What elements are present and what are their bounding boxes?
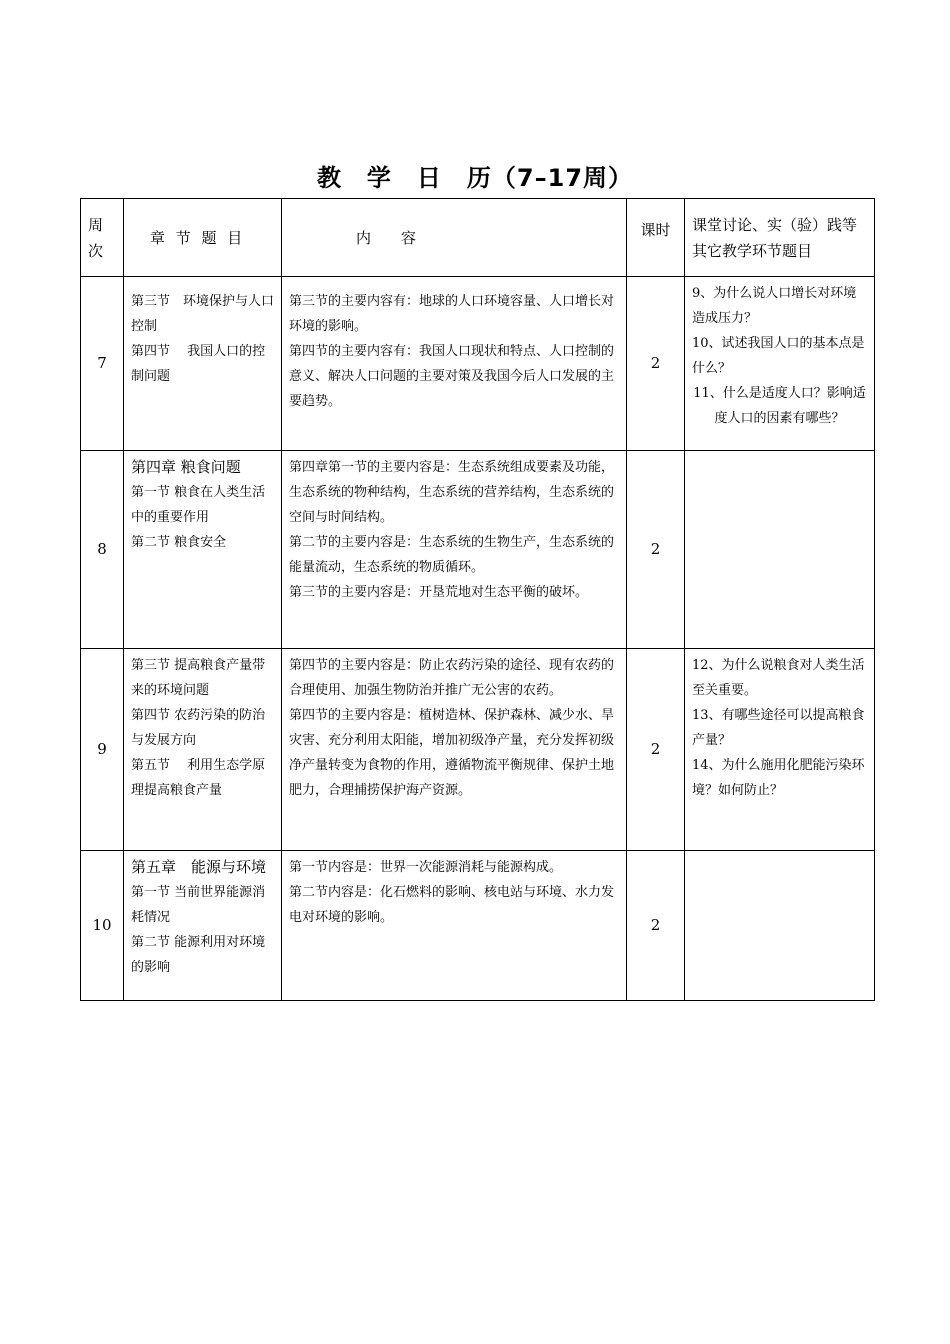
header-hours: 课时 [627,199,685,277]
chapter-line: 第四节 农药污染的防治与发展方向 [131,708,266,748]
content-cell [282,851,627,1001]
chapter-line: 第五节 利用生态学原理提高粮食产量 [131,758,266,798]
discussion-cell [685,451,875,649]
content-cell [282,277,627,451]
discussion-line: 13、有哪些途径可以提高粮食产量？ [692,708,865,748]
content-line: 第四节的主要内容是：植树造林、保护森林、减少水、旱灾害、充分利用太阳能，增加初级净产量，充分发挥初级净产量转变为食物的作用，遵循物流平衡规律、保护土地肥力，合理捕捞保护海产资源。 [289,708,615,798]
discussion-line: 9、为什么说人口增长对环境造成压力？ [692,286,857,326]
content-line: 第三节的主要内容有：地球的人口环境容量、人口增长对环境的影响。 [289,294,615,334]
discussion-cell [685,649,875,851]
content-line: 第一节内容是：世界一次能源消耗与能源构成。 [289,860,563,875]
chapter-line: 第一节 粮食在人类生活中的重要作用 [131,485,266,525]
discussion-cell [685,277,875,451]
chapter-cell [124,277,282,451]
chapter-line: 第三节 环境保护与人口控制 [131,294,275,334]
discussion-line: 11、什么是适度人口？影响适度人口的因素有哪些？ [693,386,866,426]
hours-cell: 2 [627,451,685,649]
content-line: 第四章第一节的主要内容是：生态系统组成要素及功能，生态系统的物种结构，生态系统的营养结构，生态系统的空间与时间结构。 [289,460,615,525]
content-cell [282,451,627,649]
header-content: 内 容 [282,199,627,277]
header-discussion: 课堂讨论、实（验）践等其它教学环节题目 [685,199,875,277]
page-title: 教 学 日 历（7–17周） [316,164,634,192]
chapter-cell [124,851,282,1001]
week-cell: 10 [81,851,124,1001]
chapter-line: 第二节 粮食安全 [131,535,227,550]
hours-cell: 2 [627,851,685,1001]
header-row [81,199,875,277]
chapter-line: 第二节 能源利用对环境的影响 [131,935,266,975]
header-chapter: 章 节 题 目 [124,199,282,277]
chapter-line: 第一节 当前世界能源消耗情况 [131,885,266,925]
week-cell: 7 [81,277,124,451]
content-line: 第四节的主要内容是：防止农药污染的途径、现有农药的合理使用、加强生物防治并推广无公害的农药。 [289,658,615,698]
content-cell [282,649,627,851]
discussion-line: 12、为什么说粮食对人类生活至关重要。 [692,658,865,698]
content-line: 第二节内容是：化石燃料的影响、核电站与环境、水力发电对环境的影响。 [289,885,615,925]
content-line: 第四节的主要内容有：我国人口现状和特点、人口控制的意义、解决人口问题的主要对策及我国今后人口发展的主要趋势。 [289,344,615,409]
content-line: 第二节的主要内容是：生态系统的生物生产，生态系统的能量流动，生态系统的物质循环。 [289,535,615,575]
hours-cell: 2 [627,649,685,851]
teaching-calendar-table [80,198,875,1001]
week-cell: 9 [81,649,124,851]
table-row [81,649,875,851]
hours-cell: 2 [627,277,685,451]
table-row [81,451,875,649]
chapter-title: 第四章 粮食问题 [131,458,241,476]
header-week: 周次 [81,199,124,277]
chapter-cell [124,649,282,851]
week-cell: 8 [81,451,124,649]
table-row [81,851,875,1001]
discussion-cell [685,851,875,1001]
chapter-title: 第五章 能源与环境 [131,858,267,876]
chapter-line: 第三节 提高粮食产量带来的环境问题 [131,658,266,698]
chapter-cell [124,451,282,649]
content-line: 第三节的主要内容是：开垦荒地对生态平衡的破坏。 [289,585,589,600]
chapter-line: 第四节 我国人口的控制问题 [131,344,266,384]
discussion-line: 14、为什么施用化肥能污染环境？如何防止？ [692,758,865,798]
table-row [81,277,875,451]
discussion-line: 10、试述我国人口的基本点是什么？ [692,336,865,376]
